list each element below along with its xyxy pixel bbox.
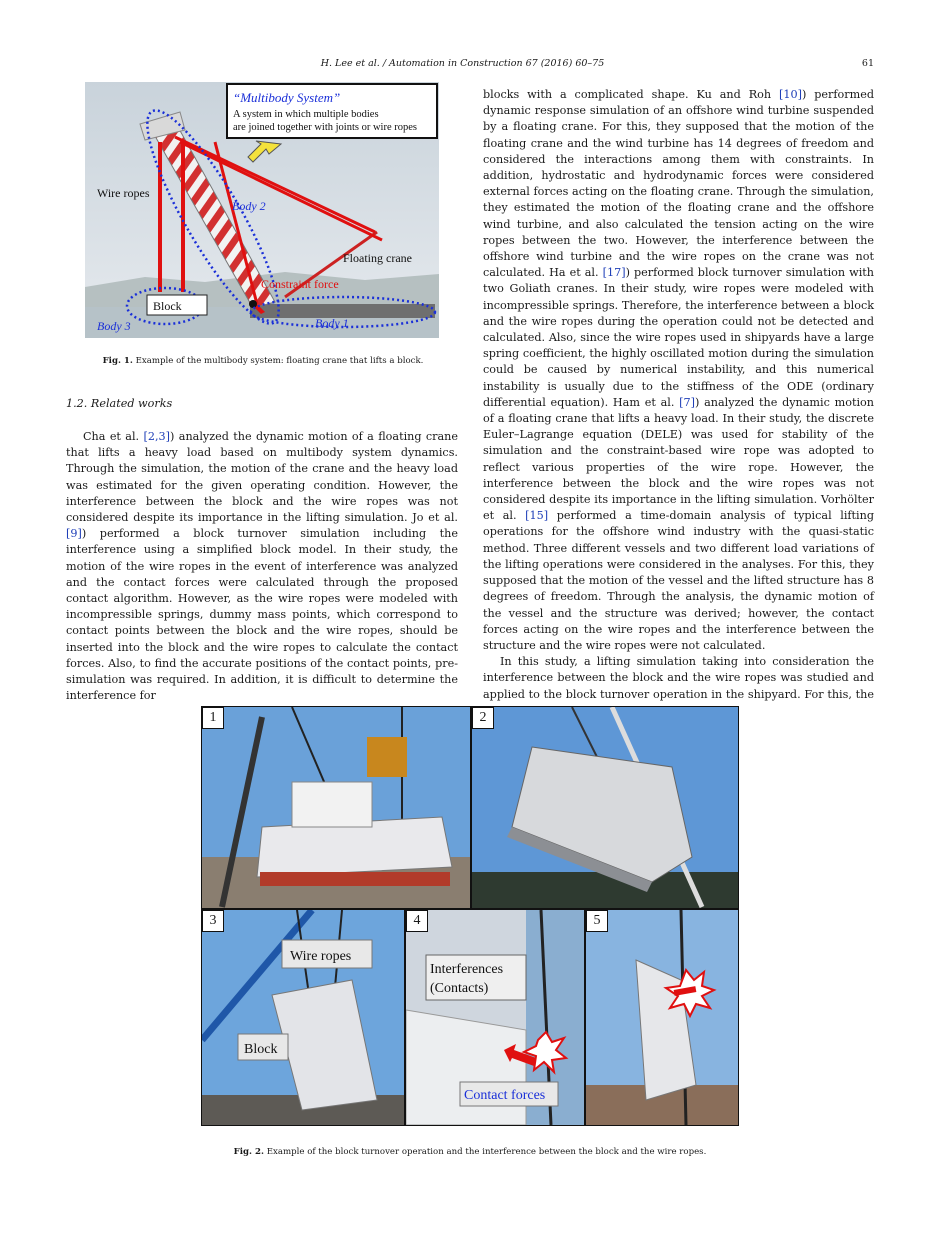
fig2-panel-3-number: 3 — [202, 910, 224, 932]
fig2-panel-3-photo — [202, 910, 404, 1125]
citation-link[interactable]: [17] — [602, 266, 626, 280]
figure-2 — [201, 706, 739, 1126]
fig2-panel-2 — [471, 706, 739, 909]
fig1-caption-text: Example of the multibody system: floating crane that lifts a block. — [135, 356, 424, 366]
fig2-panel-5-number: 5 — [586, 910, 608, 932]
fig2-label-interferences-1: Interferences — [430, 962, 504, 977]
fig1-label-floating-crane: Floating crane — [343, 251, 412, 265]
right-paragraph-1 — [483, 87, 874, 654]
fig2-panel-5 — [585, 909, 739, 1126]
fig2-panel-1 — [201, 706, 471, 909]
fig2-panel-3 — [201, 909, 405, 1126]
text-run: ) analyzed the dynamic motion of a floating crane that lifts a heavy load. In their study, the discrete Euler–Lagrange equation (DELE) was used for stability of the simulation and the constraint-based wire rope was adopted to reflect various properties of the wire rope. However, the interference between the block and the wire ropes was not considered despite its importance in the lifting simulation. Vorhölter et al. — [483, 395, 874, 523]
text-run: ) performed a block turnover simulation including the interference using a simplified block model. In their study, the motion of the wire ropes in the event of interference was analyzed and the contact forces were calculated through the proposed contact algorithm. However, as the wire ropes were modeled with incompressible springs, dummy mass points, which correspond to contact points between the block and the wire ropes, should be inserted into the block and the wire ropes to calculate the contact forces. Also, to find the accurate positions of the contact points, pre-simulation was required. In addition, it is difficult to determine the interference for — [66, 527, 458, 703]
fig1-illustration — [85, 82, 439, 338]
fig1-label-body2: Body 2 — [232, 199, 266, 213]
page-number: 61 — [861, 58, 874, 69]
running-title: H. Lee et al. / Automation in Construction 67 (2016) 60–75 — [320, 58, 605, 69]
fig2-panel-4-photo — [406, 910, 584, 1125]
fig1-title: “Multibody System” — [233, 90, 341, 105]
left-column — [66, 429, 458, 704]
text-run: Cha et al. — [83, 430, 144, 443]
citation-link[interactable]: [9] — [66, 527, 82, 541]
citation-link[interactable]: [15] — [525, 509, 549, 523]
fig2-panel-1-number: 1 — [202, 707, 224, 729]
section-heading: 1.2. Related works — [66, 397, 173, 410]
citation-link[interactable]: [2,3] — [143, 430, 171, 443]
fig2-panel-2-photo — [472, 707, 738, 908]
figure-1 — [85, 82, 439, 338]
right-column — [483, 87, 874, 719]
fig2-label-contact-forces: Contact forces — [464, 1088, 546, 1103]
fig1-caption — [66, 356, 460, 366]
fig2-panel-4 — [405, 909, 585, 1126]
fig1-title-line2: are joined together with joints or wire ropes — [233, 122, 417, 133]
citation-link[interactable]: [7] — [679, 395, 695, 409]
fig1-label-body1: Body 1 — [315, 316, 349, 330]
running-header — [0, 58, 925, 72]
text-run: ) analyzed the dynamic motion of a floating crane that lifts a heavy load based on multibody system dynamics. Through the simulation, the motion of the crane and the heavy load was estimated for the given operating condition. However, the interference between the block and the wire ropes was not considered despite its importance in the lifting simulation. Jo et al. — [66, 430, 458, 525]
fig2-caption-text: Example of the block turnover operation and the interference between the block and the wire ropes. — [266, 1147, 707, 1157]
fig1-label-constraint-force: Constraint force — [261, 277, 339, 291]
text-run: ) performed dynamic response simulation of an offshore wind turbine suspended by a floating crane. For this, they supposed that the motion of the floating crane and the wind turbine has 14 degrees of freedom and considered the interactions among them with constraints. In addition, hydrostatic and hydrodynamic forces were considered external forces acting on the floating crane. Through the simulation, they estimated the motion of the floating crane and the offshore wind turbine, and also calculated the tension acting on the wire ropes between the two. However, the interference between the offshore wind turbine and the wire ropes on the crane was not calculated. Ha et al. — [483, 88, 874, 280]
fig1-joint-icon — [249, 300, 257, 308]
fig2-label-interferences-2: (Contacts) — [430, 981, 489, 996]
fig2-panel-2-number: 2 — [472, 707, 494, 729]
left-paragraph — [66, 429, 458, 704]
fig2-panel-1-photo — [202, 707, 470, 908]
fig1-label-block: Block — [153, 299, 182, 313]
fig2-panel-4-number: 4 — [406, 910, 428, 932]
fig1-title-line1: A system in which multiple bodies — [233, 109, 379, 120]
text-run: ) performed block turnover simulation with two Goliath cranes. In their study, wire ropes were modeled with incompressible springs. Therefore, the interference between a block and the wire ropes during the operation could not be detected and calculated. Also, since the wire ropes used in shipyards have a large spring coefficient, the highly oscillated motion during the simulation could be caused by numerical instability, and this numerical instability is usually due to the stiffness of the ODE (ordinary differential equation). Ham et al. — [483, 266, 874, 409]
fig2-panel-5-photo — [586, 910, 738, 1125]
right-paragraph-2: In this study, a lifting simulation taking into consideration the interference between the block and the wire ropes was studied and applied to the block turnover operation in the shipyard. For this, the — [483, 655, 874, 701]
text-run: blocks with a complicated shape. Ku and Roh — [483, 88, 779, 101]
text-run: performed a time-domain analysis of typical lifting operations for the offshore wind industry with the quasi-static method. Three different vessels and two different load variations of the lifting operations were considered in the analyses. For this, they supposed that the motion of the vessel and the lifted structure has 8 degrees of freedom. Through the analysis, the dynamic motion of the vessel and the structure was derived; however, the contact forces acting on the wire ropes and the interference between the structure and the wire ropes were not calculated. — [483, 509, 874, 652]
fig2-caption — [100, 1147, 840, 1157]
fig2-label-block: Block — [244, 1042, 278, 1057]
fig1-label-wire-ropes: Wire ropes — [97, 186, 150, 200]
fig1-label-body3: Body 3 — [97, 319, 131, 333]
citation-link[interactable]: [10] — [778, 88, 802, 101]
fig1-caption-label: Fig. 1. — [102, 356, 133, 366]
fig2-label-wire-ropes: Wire ropes — [290, 949, 352, 964]
fig2-caption-label: Fig. 2. — [233, 1147, 265, 1157]
